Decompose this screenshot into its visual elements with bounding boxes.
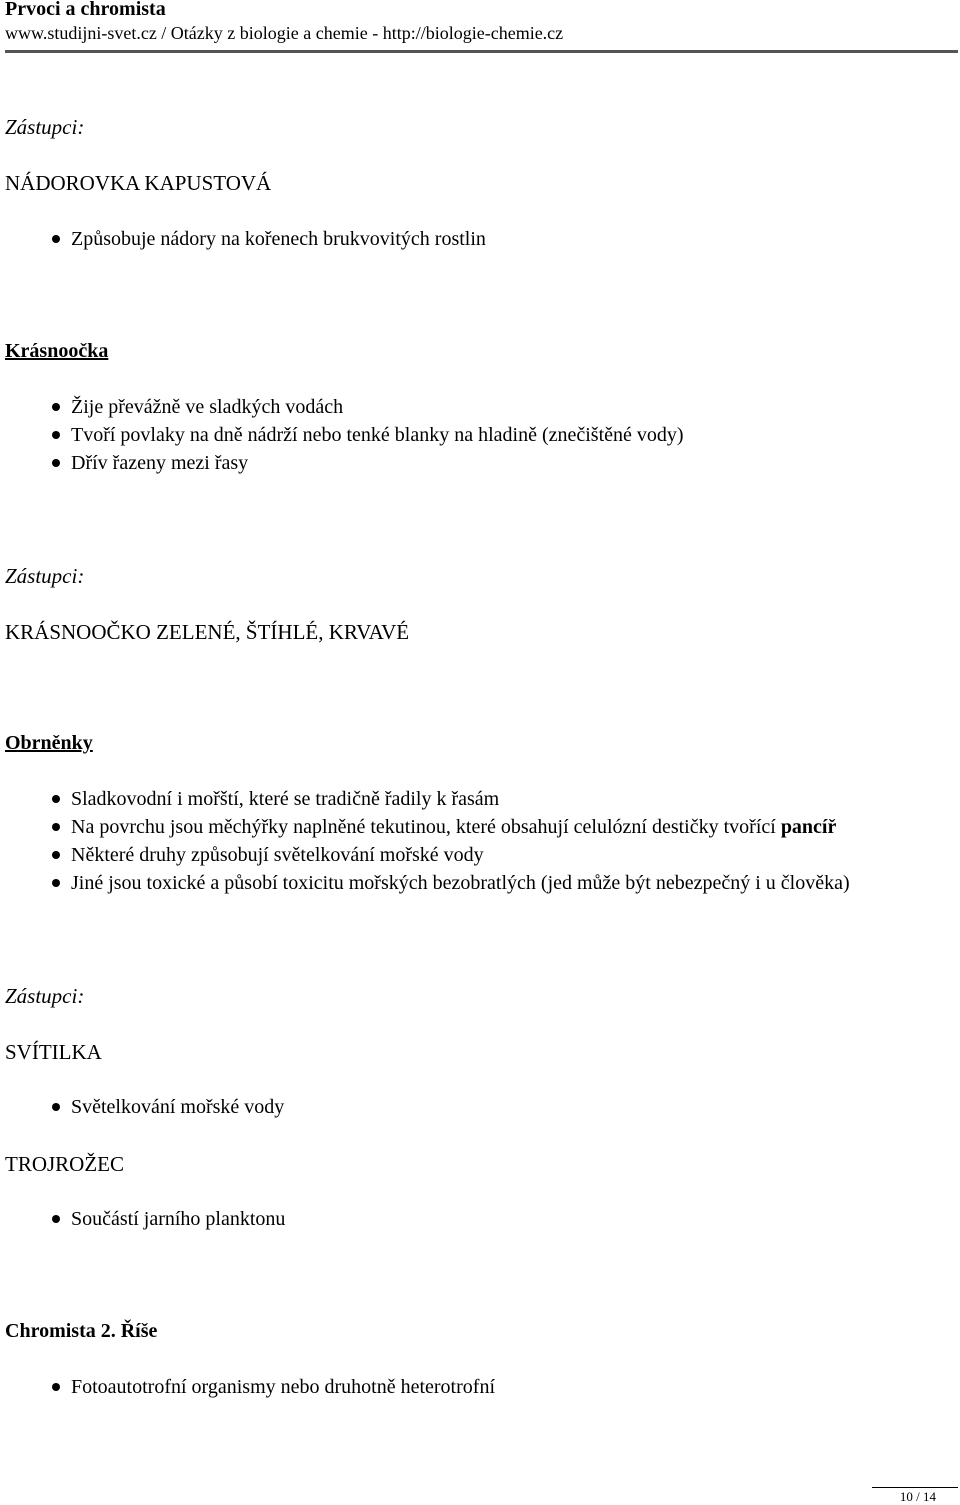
list-item: Jiné jsou toxické a působí toxicitu mořských bezobratlých (jed může být nebezpečný i u člověka) [71, 872, 850, 894]
list-item: Sladkovodní i mořští, které se tradičně řadily k řasám [71, 788, 500, 810]
bullet [52, 1215, 60, 1223]
bullet [52, 879, 60, 887]
document-source: www.studijni-svet.cz / Otázky z biologie a chemie - http://biologie-chemie.cz [5, 23, 564, 43]
list-item: Žije převážně ve sladkých vodách [71, 396, 344, 418]
section-heading-chromista: Chromista 2. Říše [5, 1320, 158, 1342]
header-divider [5, 50, 958, 53]
bullet [52, 823, 60, 831]
list-item: Některé druhy způsobují světelkování mořské vody [71, 844, 484, 866]
list-item: Světelkování mořské vody [71, 1096, 285, 1118]
list-item [71, 816, 836, 839]
list-item: Tvoří povlaky na dně nádrží nebo tenké blanky na hladině (znečištěné vody) [71, 424, 684, 446]
list-item-text: Na povrchu jsou měchýřky naplněné tekutinou, které obsahují celulózní destičky tvořící [71, 816, 776, 838]
representatives-label: Zástupci: [5, 564, 85, 588]
list-item: Způsobuje nádory na kořenech brukvovitých rostlin [71, 228, 486, 250]
list-item: Dřív řazeny mezi řasy [71, 452, 249, 474]
footer-divider [872, 1487, 958, 1488]
bullet [52, 459, 60, 467]
bullet [52, 851, 60, 859]
bold-term: pancíř [780, 816, 837, 838]
taxon-name: TROJROŽEC [5, 1152, 125, 1176]
bullet [52, 403, 60, 411]
taxon-name: SVÍTILKA [5, 1040, 102, 1064]
section-heading-krasnoocka: Krásnoočka [5, 340, 109, 362]
bullet [52, 235, 60, 243]
page-number: 10 / 14 [899, 1489, 936, 1504]
bullet [52, 1103, 60, 1111]
list-item: Součástí jarního planktonu [71, 1208, 286, 1230]
representatives-label: Zástupci: [5, 115, 85, 139]
taxon-name: KRÁSNOOČKO ZELENÉ, ŠTÍHLÉ, KRVAVÉ [5, 620, 410, 644]
document-title: Prvoci a chromista [5, 0, 166, 20]
bullet [52, 1383, 60, 1391]
section-heading-obrnenky: Obrněnky [5, 732, 93, 754]
representatives-label: Zástupci: [5, 984, 85, 1008]
bullet [52, 795, 60, 803]
taxon-name: NÁDOROVKA KAPUSTOVÁ [5, 171, 272, 195]
bullet [52, 431, 60, 439]
list-item: Fotoautotrofní organismy nebo druhotně heterotrofní [71, 1376, 495, 1398]
